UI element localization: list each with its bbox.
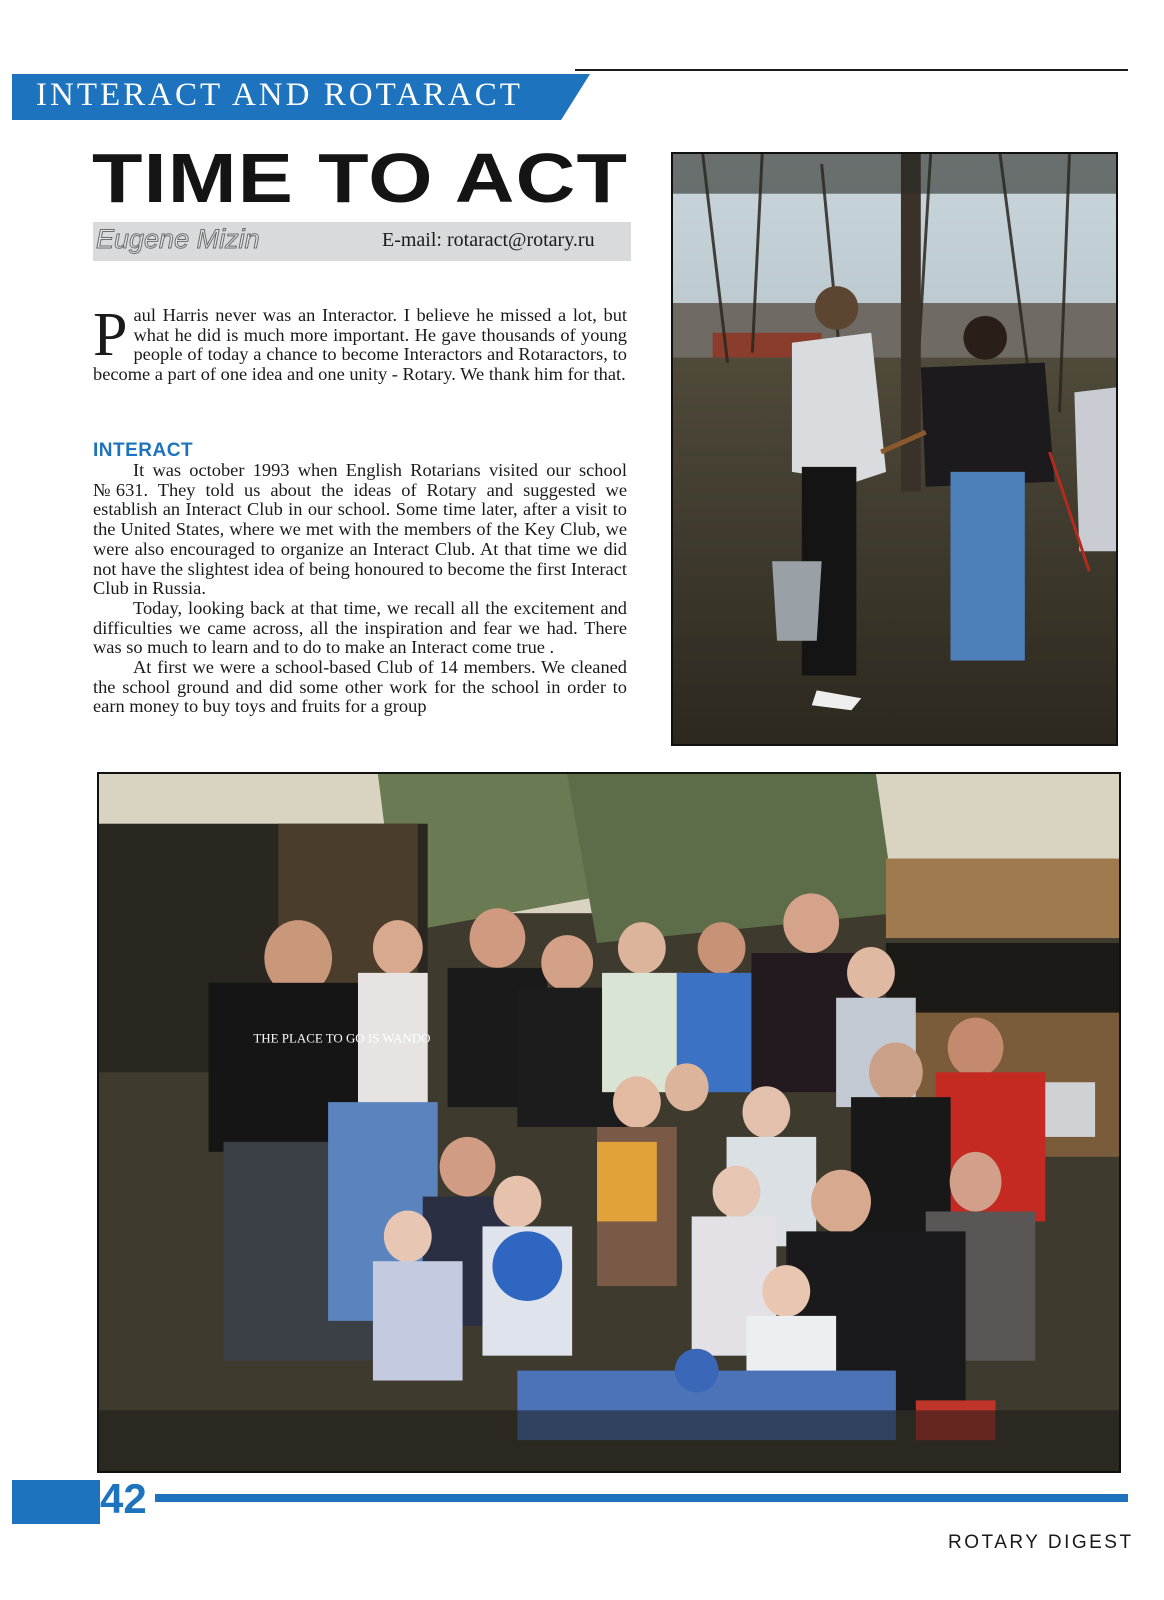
article-author: Eugene Mizin [96,224,260,254]
page-number: 42 [100,1475,147,1522]
header-rule [575,69,1128,71]
body-paragraph: At first we were a school-based Club of 14 members. We cleaned the school ground and did some other work for the school in order to earn money to buy toys and fruits for a group [93,657,627,717]
intro-paragraph [93,301,627,385]
author-email: E-mail: rotaract@rotary.ru [382,229,595,251]
article-title: TIME TO ACT [92,139,629,217]
publication-name: ROTARY DIGEST [948,1532,1134,1553]
page-number-block [12,1480,100,1524]
section-label: INTERACT AND ROTARACT [36,77,523,113]
photo-group-children-image [99,774,1119,1471]
shirt-text: THE PLACE TO GO IS WANDO [253,1030,431,1046]
drop-cap: P [93,301,128,369]
photo-group-children [97,772,1121,1473]
photo-park-cleanup [671,152,1118,746]
subhead-interact: INTERACT [93,440,194,461]
body-paragraph: Today, looking back at that time, we recall all the excitement and difficulties we came across, all the inspiration and fear we had. There was so much to learn and to do to make an Interact come true . [93,597,627,658]
article-body [93,461,627,717]
footer-rule [155,1494,1128,1502]
body-paragraph: It was october 1993 when English Rotarians visited our school №631. They told us about the ideas of Rotary and suggested we establish an Interact Club in our school. Some time later, after a visit to the United States, where we met with the members of the Key Club, we were also encouraged to organize an Interact Club. At that time we did not have the slightest idea of being honoured to become the first Interact Club in Russia. [93,460,627,599]
intro-text: aul Harris never was an Interactor. I believe he missed a lot, but what he did is much more important. He gave thousands of young people of today a chance to become Interactors and Rotaractors, to become a part of one idea and one unity - Rotary. We thank him for that. [93,305,627,385]
photo-park-cleanup-image [673,154,1116,744]
